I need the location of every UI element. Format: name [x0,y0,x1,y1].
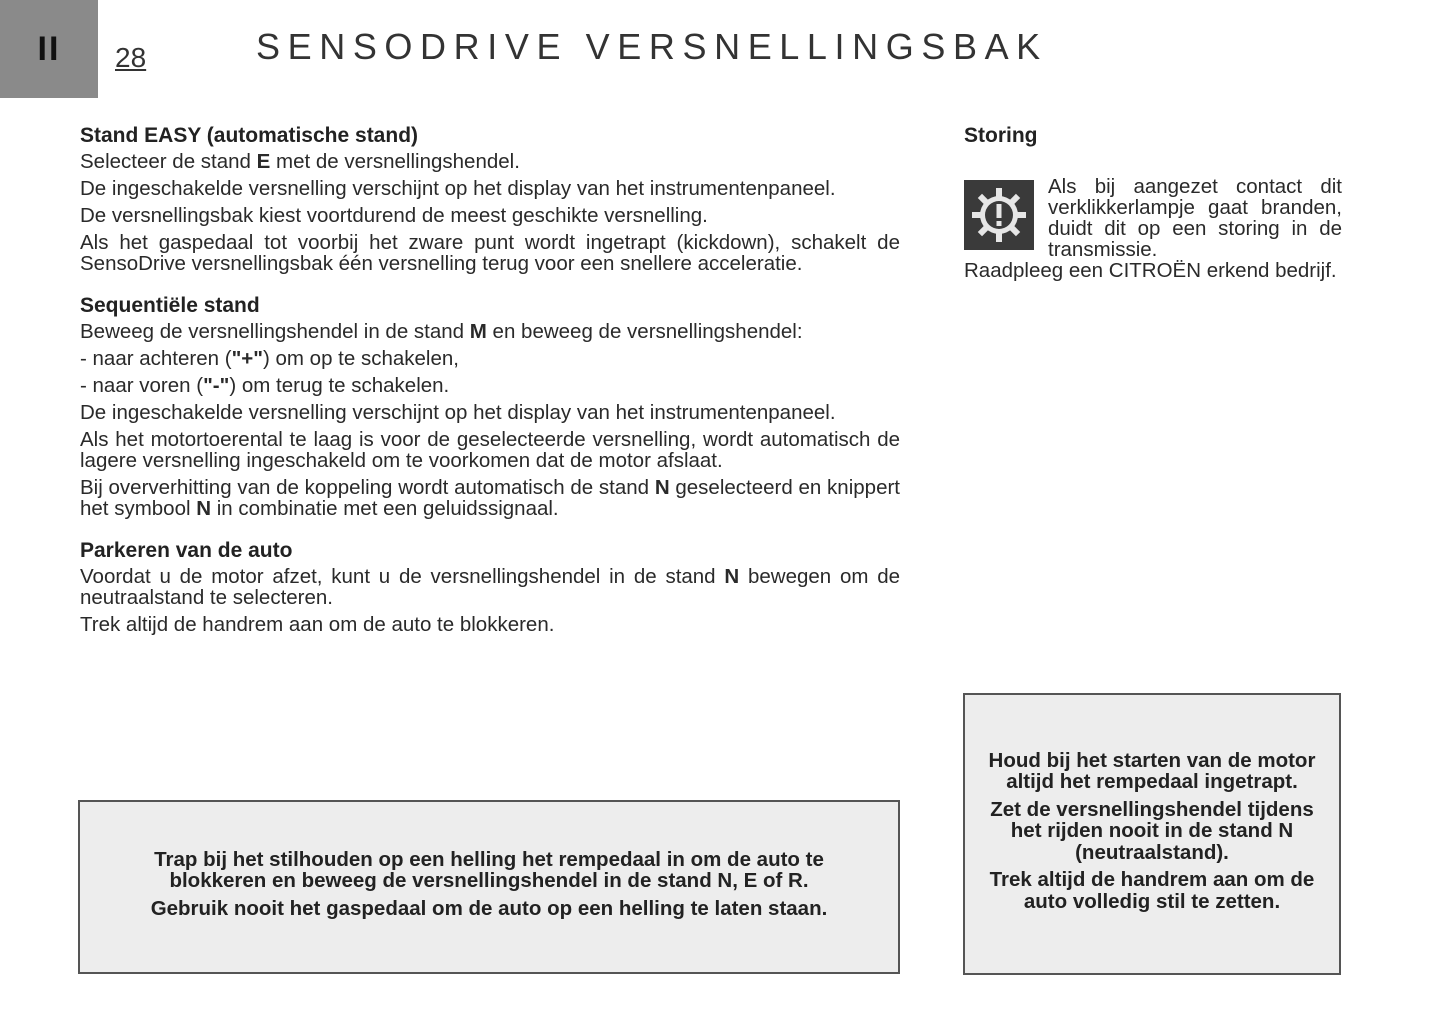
parking-heading: Parkeren van de auto [80,539,293,562]
page-title: SENSODRIVE VERSNELLINGSBAK [256,26,1048,67]
sequential-heading: Sequentiële stand [80,294,260,317]
easy-paragraph-4: Als het gaspedaal tot voorbij het zware punt wordt ingetrapt (kickdown), schakelt de SensoDrive versnellingsbak één versnelling terug voor een snellere acceleratie. [80,231,900,275]
easy-paragraph-2: De ingeschakelde versnelling verschijnt op het display van het instrumentenpaneel. [80,177,836,200]
hill-warning-text-1: Trap bij het stilhouden op een helling het rempedaal in om de auto te blokkeren en beweeg de versnellingshendel in de stand N, E of R. [154,847,824,893]
storing-paragraph-1: Als bij aangezet contact dit verklikkerlampje gaat branden, duidt dit op een storing in de transmissie. [1048,175,1342,261]
sequential-paragraph-5: Als het motortoerental te laag is voor de geselecteerde versnelling, wordt automatisch de lagere versnelling ingeschakeld om te voorkomen dat de motor afslaat. [80,428,900,472]
page-number: 28 [115,42,147,73]
sequential-paragraph-2: - naar achteren ("+") om op te schakelen, [80,347,459,370]
safety-warning-text-1: Houd bij het starten van de motor altijd het rempedaal ingetrapt. [988,748,1316,794]
safety-warning-box [963,693,1341,975]
sequential-paragraph-3: - naar voren ("-") om terug te schakelen. [80,374,450,397]
storing-paragraph-2: Raadpleeg een CITROËN erkend bedrijf. [964,259,1337,282]
right-column [964,124,1342,287]
hill-warning-text-2: Gebruik nooit het gaspedaal om de auto op een helling te laten staan. [150,896,828,920]
gearbox-fault-icon [964,180,1034,250]
chapter-tab [0,0,98,98]
parking-paragraph-1: Voordat u de motor afzet, kunt u de versnellingshendel in de stand N bewegen om de neutraalstand te selecteren. [80,565,900,609]
easy-heading: Stand EASY (automatische stand) [80,124,419,147]
sequential-paragraph-1: Beweeg de versnellingshendel in de stand M en beweeg de versnellingshendel: [80,320,803,343]
chapter-label: II [37,29,61,68]
easy-paragraph-1: Selecteer de stand E met de versnellingshendel. [80,150,520,173]
sequential-paragraph-6: Bij oververhitting van de koppeling wordt automatisch de stand N geselecteerd en knippert het symbool N in combinatie met een geluidssignaal. [80,476,900,520]
storing-heading: Storing [964,124,1038,147]
hill-warning-box [78,800,900,974]
safety-warning-text-2: Zet de versnellingshendel tijdens het rijden nooit in de stand N (neutraalstand). [990,797,1314,864]
safety-warning-text-3: Trek altijd de handrem aan om de auto volledig stil te zetten. [989,868,1315,913]
easy-paragraph-3: De versnellingsbak kiest voortdurend de meest geschikte versnelling. [80,204,708,227]
warning-row [964,176,1342,260]
sequential-paragraph-4: De ingeschakelde versnelling verschijnt op het display van het instrumentenpaneel. [80,401,836,424]
parking-paragraph-2: Trek altijd de handrem aan om de auto te blokkeren. [80,613,555,636]
left-column [80,124,900,641]
